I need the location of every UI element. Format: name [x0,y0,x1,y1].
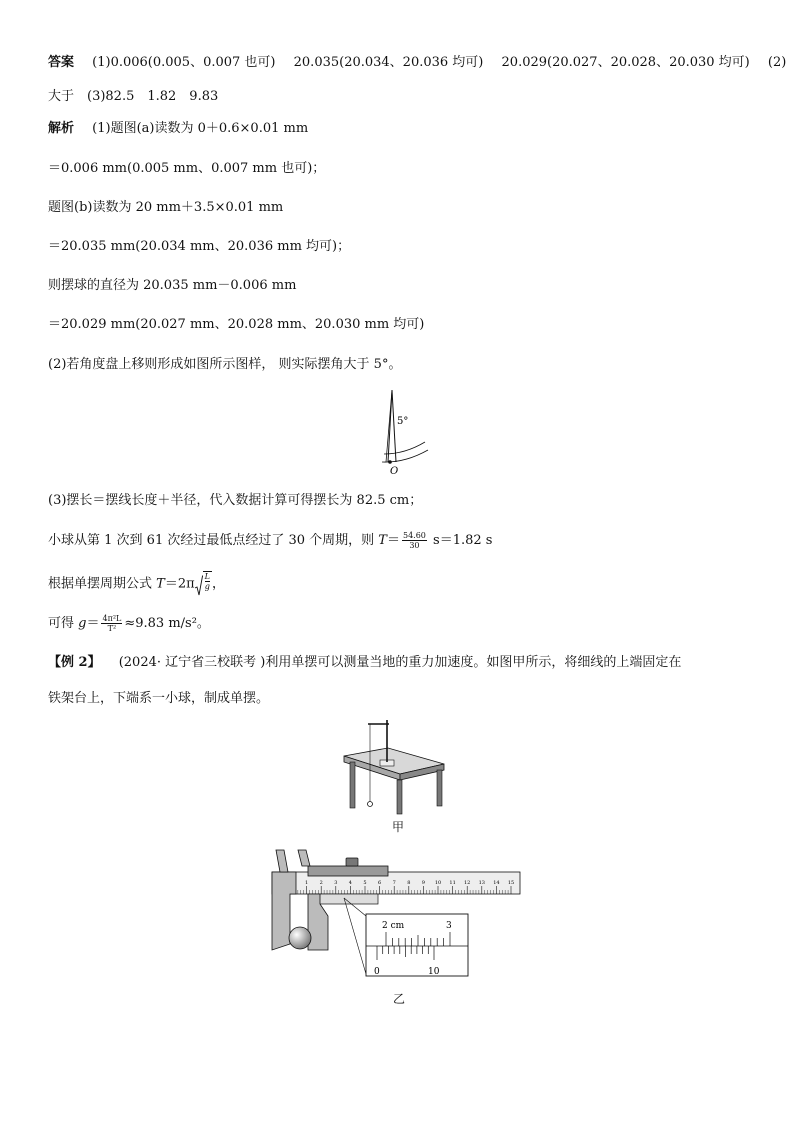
main-tick-label: 8 [407,880,411,886]
main-tick-label: 3 [334,880,338,886]
analysis-text-1: (1)题图(a)读数为 0＋0.6×0.01 mm [92,121,309,136]
figure-jia-caption: 甲 [392,820,405,834]
answer-part-2: 20.035(20.034、20.036 均可) [293,55,484,70]
main-tick-label: 1 [305,880,309,886]
gravity-numerator: 4π²L [102,614,122,623]
analysis-label: 解析 [48,121,75,136]
formula-two-pi: ＝2π [164,576,195,592]
sqrt-numerator: L [204,572,210,581]
analysis-line-7: (2)若角度盘上移则形成如图所示图样， 则实际摆角大于 5°。 [48,357,402,372]
table-leg-1 [350,762,355,808]
inset-main-label: 2 cm [382,921,405,931]
answer-part-1: (1)0.006(0.005、0.007 也可) [92,55,276,70]
period-symbol: T [378,533,387,548]
swing-line [392,390,396,462]
main-tick-label: 4 [348,880,352,886]
sqrt-expression [195,571,212,597]
caliper-slider [308,866,388,876]
example-line-1 [48,654,681,672]
main-tick-label: 11 [449,880,456,886]
main-tick-label: 9 [421,880,425,886]
table-leg-2 [397,780,402,814]
main-tick-label: 5 [363,880,367,886]
answer-part-4: (2) [767,55,787,70]
gravity-fraction [101,614,122,633]
angle-label: 5° [397,416,409,427]
vernier-plate [314,894,378,904]
analysis-line-10 [48,571,225,597]
point-o-label: O [390,466,399,477]
analysis-line-11 [48,614,210,633]
example-source: (2024· 辽宁省三校联考 ) [118,655,266,670]
analysis-line-9 [48,531,492,550]
analysis-line-8: (3)摆长＝摆线长度＋半径，代入数据计算可得摆长为 82.5 cm； [48,493,423,508]
example-text-1: 利用单摆可以测量当地的重力加速度。如图甲所示，将细线的上端固定在 [265,655,682,670]
gravity-result: ≈9.83 m/s²。 [124,616,210,631]
gravity-denominator: T² [107,624,117,633]
sqrt-denominator: g [204,582,210,591]
main-tick-label: 2 [319,880,323,886]
fraction-numerator: 54.60 [402,531,426,540]
main-tick-label: 7 [392,880,396,886]
period-text: 小球从第 1 次到 61 次经过最低点经过了 30 个周期，则 [48,533,379,548]
formula-comma: ， [211,576,225,592]
analysis-line-5: 则摆球的直径为 20.035 mm－0.006 mm [48,278,297,293]
example-tag: 【例 2】 [48,655,101,670]
answer-line-1 [48,54,786,72]
gravity-symbol: g [78,616,87,631]
formula-text: 根据单摆周期公式 [48,576,157,592]
figure-yi-vernier-caliper [262,842,524,984]
fraction-denominator: 30 [409,541,420,550]
main-tick-label: 13 [478,880,485,886]
analysis-line-4: ＝20.035 mm(20.034 mm、20.036 mm 均可)； [48,239,351,254]
analysis-line-6: ＝20.029 mm(20.027 mm、20.028 mm、20.030 mm 均可) [48,317,425,332]
figure-yi-caption: 乙 [393,992,406,1006]
inset-main-end-label: 3 [446,921,452,931]
fixed-upper-jaw [276,850,288,872]
main-tick-label: 14 [493,880,500,886]
zoom-leader-2 [344,898,366,974]
moving-upper-jaw [298,850,310,866]
inset-vernier-start-label: 0 [374,967,380,977]
result-text: 可得 [48,616,79,631]
analysis-line-3: 题图(b)读数为 20 mm＋3.5×0.01 mm [48,200,284,215]
pivot-point [388,460,392,464]
formula-period-symbol: T [156,576,165,592]
pendulum-angle-figure [370,388,440,478]
result-equals: ＝ [86,616,100,631]
example-line-2: 铁架台上，下端系一小球，制成单摆。 [48,691,270,706]
answer-line-2: 大于 (3)82.5 1.82 9.83 [48,89,219,104]
inner-arc [384,442,425,454]
inset-vernier-end-label: 10 [428,967,440,977]
main-tick-label: 6 [378,880,382,886]
answer-label: 答案 [48,55,75,70]
table-leg-3 [437,770,442,806]
main-tick-label: 15 [507,880,515,886]
answer-part-3: 20.029(20.027、20.028、20.030 均可) [501,55,750,70]
sqrt-sign [195,575,203,597]
analysis-line-2: ＝0.006 mm(0.005 mm、0.007 mm 也可)； [48,161,326,176]
analysis-line-1 [48,120,308,138]
figure-jia-pendulum-stand [340,718,450,818]
slider-screw [346,858,358,866]
period-fraction [402,531,427,550]
main-tick-label: 12 [464,880,471,886]
measured-ball [289,927,311,949]
equals-sign: ＝ [386,533,400,548]
main-tick-label: 10 [434,880,442,886]
pendulum-ball [368,802,373,807]
sqrt-fraction [203,571,212,591]
period-result: s＝1.82 s [428,533,493,548]
